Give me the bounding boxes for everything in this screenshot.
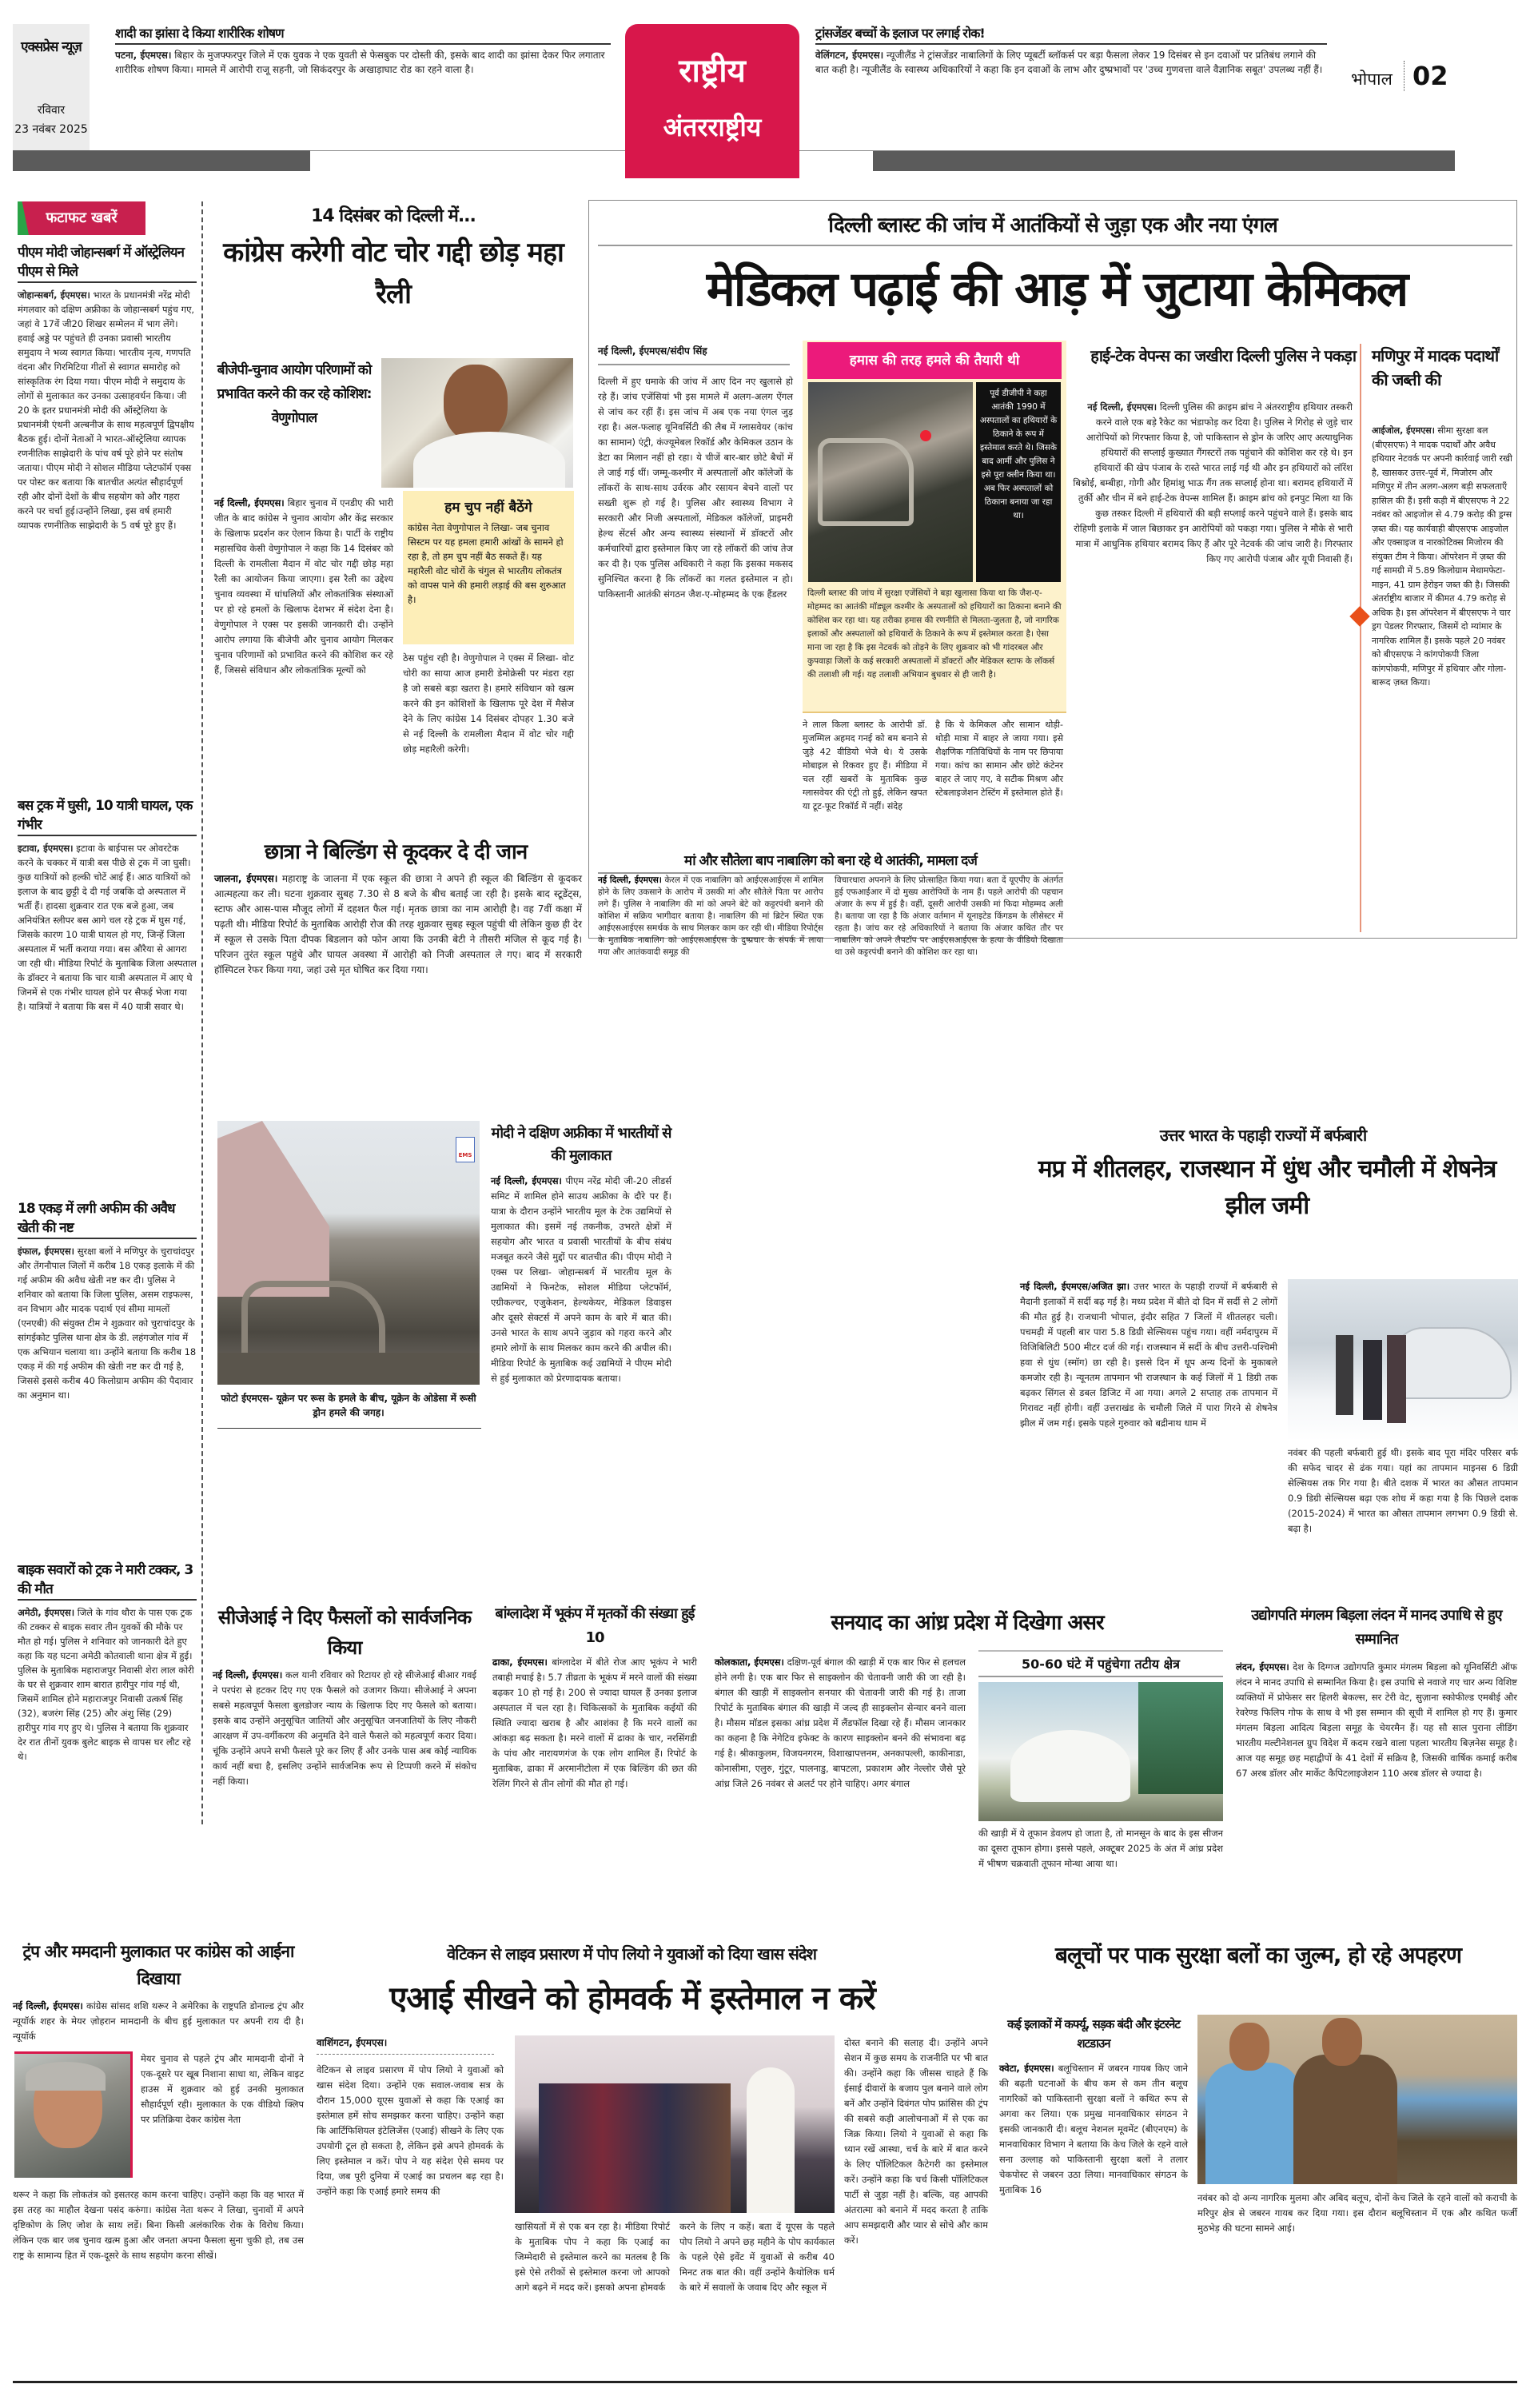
congress-body-2: ठेस पहुंच रही है। वेणुगोपाल ने एक्स में लिखा- वोट चोरी का साया आज हमारी डेमोक्रेसी पर मंडरा रहा है जो सबसे बड़ा खतरा है। हमारे संविधान को खत्म करने की इन कोशिशों के खिलाफ पूरे देश में मैसेज देने के लिए कांग्रेस 14 दिसंबर दोपहर 1.30 बजे से नई दिल्ली के रामलीला मैदान में वोट चोर गद्दी छोड़ महारैली करेगी।	[403, 652, 574, 755]
dateline: नई दिल्ली, ईएमएस।	[214, 497, 285, 508]
ems-logo: EMS	[456, 1137, 475, 1162]
blast-byline: नई दिल्ली, ईएमएस/संदीप सिंह	[598, 344, 790, 365]
person-face	[444, 365, 508, 441]
kicker-rule	[598, 245, 1512, 246]
bangladesh-headline: बांग्लादेश में भूकंप में मृतकों की संख्या हुई 10	[495, 1605, 695, 1646]
face-2	[1322, 2018, 1362, 2066]
pope-photo	[515, 2035, 835, 2213]
story-text: भारत के प्रधानमंत्री नरेंद्र मोदी मंगलवार को दक्षिण अफ्रीका के जोहान्सबर्ग पहुंच गए, जहां वे 17वें जी20 शिखर सम्मेलन में भाग लेंगे। हवाई अड्डे पर पहुंचते ही उनका प्रवासी भारतीय समुदाय ने भव्य स्वागत किया। भारतीय नृत्य, गणपति वंदना और गिरमिटिया गीतों से स्वागत समारोह को सांस्कृतिक रंग दिया गया। पीएम मोदी ने समुदाय के लोगों से मुलाकात कर उनका उत्साहवर्धन किया। जी 20 के इतर प्रधानमंत्री मोदी की ऑस्ट्रेलिया के प्रधानमंत्री एंथनी अल्बनीज के साथ महत्वपूर्ण द्विपक्षीय बैठक हुई। दोनों नेताओं ने भारत-ऑस्ट्रेलिया व्यापक रणनीतिक साझेदारी के पांच वर्ष पूरे होने पर संतोष जताया। पीएम मोदी ने सोशल मीडिया प्लेटफॉर्म एक्स पर पोस्ट कर बताया कि बातचीत अत्यंत सौहार्दपूर्ण रही और दोनों देशों के बीच सहयोग को और गहरा करने पर चर्चा हुई।उन्होंने लिखा, इस वर्ष हमारी व्यापक रणनीतिक साझेदारी के 5 वर्ष पूरे हुए हैं।	[18, 289, 195, 531]
birla-body	[1236, 1660, 1517, 1781]
dateline: नई दिल्ली, ईएमएस।	[491, 1175, 562, 1186]
story-headline: पीएम मोदी जोहान्सबर्ग में ऑस्ट्रेलियन पीएम से मिले	[18, 243, 197, 283]
snow-photo	[1288, 1279, 1518, 1441]
wave-splash	[1010, 1730, 1130, 1802]
cji-headline: सीजेआई ने दिए फैसलों को सार्वजनिक किया	[217, 1606, 472, 1659]
person-brown	[1293, 2055, 1397, 2184]
cyclone-subhead: 50-60 घंटे में पहुंचेगा तटीय क्षेत्र	[978, 1650, 1223, 1677]
dateline: इंफाल, ईएमएस।	[18, 1246, 75, 1257]
page-footer-rule	[13, 2381, 1517, 2383]
dateline: जोहान्सबर्ग, ईएमएस।	[18, 289, 90, 301]
issue-date: 23 नवंबर 2025	[14, 123, 88, 136]
weapons-text: दिल्ली पुलिस की क्राइम ब्रांच ने अंतरराष्ट्रीय हथियार तस्करी करने वाले एक बड़े रैकेट का भंडाफोड़ कर दिया है। पुलिस ने गिरोह से जुड़े चार आरोपियों को गिरफ्तार किया है, जो पाकिस्तान से ड्रोन के जरिए आए अत्याधुनिक हथियारों की सप्लाई कुख्यात गैंगस्टरों तक पहुंचाने की कोशिश कर रहे थे। इन हथियारों की खेप पंजाब के रास्ते भारत लाई गई थी और इन हथियारों को लॉरेंश बिश्नोई, बम्बीहा, गोगी और हिमांशु भाऊ गैंग तक सप्लाई होना था। बरामद हथियारों में तुर्की और चीन में बने हाई-टेक वेपन्स शामिल हैं। क्राइम ब्रांच को इनपुट मिला था कि कुछ तस्कर दिल्ली में हथियारों की बड़ी सप्लाई करने पहुंचने वाले हैं। इसके बाद रोहिणी इलाके में जाल बिछाकर इन आरोपियों को पकड़ा गया। पुलिस ने मौके से भारी मात्रा में आधुनिक हथियार बरामद किए हैं और पूरे नेटवर्क की जांच जारी है। गिरफ्तार किए गए आरोपी पंजाब और यूपी निवासी हैं।	[1073, 401, 1353, 564]
tharoor-headline: ट्रंप और ममदानी मुलाकात पर कांग्रेस को आईना दिखाया	[22, 1942, 294, 1988]
congress-body	[214, 496, 393, 678]
pope-kicker: वेटिकन से लाइव प्रसारण में पोप लियो ने युवाओं को दिया खास संदेश	[446, 1944, 817, 1963]
baloch-subhead: कई इलाकों में कर्फ्यू, सड़क बंदी और इंटरनेट शटडाउन	[1007, 2017, 1180, 2051]
tharoor-body-1	[13, 1999, 304, 2044]
cyclone-body	[715, 1655, 966, 1792]
caption-rule	[217, 1428, 481, 1429]
header-rule	[310, 150, 1455, 151]
palm-trees	[1138, 1682, 1223, 1794]
debris	[217, 1353, 480, 1385]
pope-headline: एआई सीखने को होमवर्क में इस्तेमाल न करें	[389, 1980, 875, 2017]
cold-kicker: उत्तर भारत के पहाड़ी राज्यों में बर्फबारी	[1159, 1126, 1367, 1145]
pope-body-4: दोस्त बनाने की सलाह दी। उन्होंने अपने सेशन में कुछ समय के राजनीति पर भी बात की। उन्होंने कहा कि जीसस चाहते हैं कि ईसाई दीवारों के बजाय पुल बनाने वाले लोग बनें और उन्होंने दिवंगत पोप फ्रांसिस की ट्रंप की सबसे कड़ी आलोचनाओं में से एक का जिक्र किया। लियो ने युवाओं से कहा कि ध्यान रखें आस्था, चर्च के बारे में बात करने के लिए पॉलिटिकल कैटेगरी का इस्तेमाल करें। उन्होंने कहा कि चर्च किसी पॉलिटिकल पार्टी से जुड़ा नहीं है। बल्कि, वह आपकी अंतरात्मा को बनाने में मदद करता है ताकि आप समझदारी और प्यार से सोचे और काम करें।	[844, 2037, 988, 2246]
person-blue	[1205, 2063, 1301, 2184]
dateline: जालना, ईएमएस।	[214, 873, 278, 884]
person-1	[1336, 1335, 1353, 1415]
minor-body-2: विचारधारा अपनाने के लिए प्रोत्साहित किया गया। बता दें यूएपीए के अंतर्गत हुई एफआईआर में दो मुख्य आरोपियों के नाम हैं। पहले आरोपी की पहचान अंजार के रूप में हुई है। वहीं, दूसरी आरोपी उसकी मां फिदा मोहम्मद अली है। बताया जा रहा है कि अंजार वर्तमान में यूनाइटेड किंगडम के लीसेस्टर में रहता है। जांच कर रहे अधिकारियों ने बताया कि अंजार कथित तौर पर नाबालिग को अपने लैपटॉप पर आईएसआईएस के हत्या के वीडियो दिखाता था उसे कट्टरपंथी बनाने की कोशिश कर रहा था।	[835, 875, 1063, 957]
dgp-quote-box: पूर्व डीजीपी ने कहा आतंकी 1990 में अस्पतालों का हथियारों के ठिकाने के रूप में इस्तेमाल करते थे। जिसके बाद आर्मी और पुलिस ने इसे पूरा क्लीन किया था। अब फिर अस्पतालों को ठिकाना बनाया जा रहा था।	[976, 382, 1061, 582]
student-body	[214, 871, 582, 978]
blast-body-2: ने लाल किला ब्लास्ट के आरोपी डॉ. मुजम्मिल अहमद गनई को बम बनाने से जुड़े 42 वीडियो भेजे थे। ये उसके मोबाइल से रिकवर हुए हैं। मीडिया में चल रहीं खबरों के मुताबिक कुछ ग्लासवेयर की एंट्री तो हुई, लेकिन खपत या टूट-फूट रिकॉर्ड में नहीं। संदेह	[803, 720, 927, 811]
tharoor-photo	[14, 2051, 133, 2178]
hamas-text: दिल्ली ब्लास्ट की जांच में सुरक्षा एजेंसियों ने बड़ा खुलासा किया था कि जैश-ए-मोहम्मद का आतंकी मॉड्यूल कश्मीर के अस्पतालों को हथियारों का ठिकाना बनाने की कोशिश कर रहा था। यह तरीका हमास की रणनीति से मिलता-जुलता है, जो नागरिक इलाकों और अस्पतालों को हथियारों के ठिकाने के रूप में इस्तेमाल करता है। ऐसा माना जा रहा है कि इस नेटवर्क को तोड़ने के लिए शुक्रवार को भी गांदरबल और कुपवाड़ा जिलों के कई सरकारी अस्पतालों में डॉक्टरों और मेडिकल स्टाफ के लॉकर्स की तलाशी ली गई। यह तलाशी अभियान बुधवार से ही जारी है।	[807, 588, 1062, 680]
cold-text: उत्तर भारत के पहाड़ी राज्यों में बर्फबारी से मैदानी इलाकों में सर्दी बढ़ गई है। मध्य प्रदेश में बीते दो दिन में सर्दी से 2 लोगों की मौत हुई है। राजधानी भोपाल, इंदौर सहित 7 जिलों में शीतलहर चली। पचमढ़ी में पहली बार पारा 5.8 डिग्री सेल्सियस पहुंच गया। वहीं नर्मदापुरम में विजिबिलिटी 500 मीटर दर्ज की गई। राजस्थान में सर्दी के बीच उत्तरी-पश्चिमी हवा से धुंध (स्मॉग) छा रही है। इससे दिन में धूप अन्य दिनों के मुकाबले कमजोर रही है। न्यूनतम तापमान भी राजस्थान के कई जिलों में 1 डिग्री तक बढ़कर सिंगल से डबल डिजिट में आ गया। अगले 2 सप्ताह तक तापमान में गिरावट नहीं होगी। वहीं उत्तराखंड के चमौली जिले में पारा गिरने से शेषनेत्र झील में जम गई। इसके पहले गुरुवार को बद्रीनाथ धाम में	[1020, 1281, 1278, 1429]
top-brief-1[interactable]	[115, 24, 611, 77]
dateline: कोलकाता, ईएमएस।	[715, 1656, 784, 1668]
manipur-body	[1372, 424, 1512, 690]
blast-headline: मेडिकल पढ़ाई की आड़ में जुटाया केमिकल	[706, 261, 1408, 317]
brand-name: एक्सप्रेस न्यूज़	[21, 39, 82, 55]
top-brief-2[interactable]	[815, 24, 1327, 77]
page-number: 02	[1404, 61, 1448, 91]
cold-body	[1020, 1279, 1277, 1431]
dateline: वेलिंगटन, ईएमएस।	[815, 50, 884, 61]
car-frame	[818, 438, 914, 526]
modi-sa-headline: मोदी ने दक्षिण अफ्रीका में भारतीयों से की मुलाकात	[491, 1125, 671, 1164]
dateline: ढाका, ईएमएस।	[492, 1656, 548, 1668]
minor-headline: मां और सौतेला बाप नाबालिग को बना रहे थे आतंकी, मामला दर्ज	[598, 851, 1063, 874]
story-headline: 18 एकड़ में लगी अफीम की अवैध खेती की नष्ट	[18, 1199, 197, 1239]
section-title-national: राष्ट्रीय	[679, 53, 746, 90]
dateline: इटावा, ईएमएस।	[18, 843, 74, 854]
modi-sa-text: पीएम नरेंद्र मोदी जी-20 लीडर्स समिट में शामिल होने साउथ अफ्रीका के दौरे पर हैं। यात्रा के दौरान उन्होंने भारतीय मूल के टेक उद्यमियों से मुलाकात की। इसमें नई तकनीक, उभरते क्षेत्रों में सहयोग और भारत व प्रवासी भारतीयों के बीच संबंध मजबूत करने जैसे मुद्दों पर बातचीत की। पीएम मोदी ने एक्स पर लिखा- जोहान्सबर्ग में भारतीय मूल के उद्यमियों ने फिनटेक, सोशल मीडिया प्लेटफॉर्म, एग्रीकल्चर, एजुकेशन, हेल्थकेयर, मेडिकल डिवाइस और दूसरे सेक्टर्स में अपने काम के बारे में बात की। उनसे भारत के साथ अपने जुड़ाव को गहरा करने और हमारे लोगों के साथ मिलकर काम करने की अपील की। मीडिया रिपोर्ट के मुताबिक कई उद्यमियों ने पीएम मोदी से हुई मुलाकात को प्रेरणादायक बताया।	[491, 1175, 672, 1384]
blast-body-1: दिल्ली में हुए धमाके की जांच में आए दिन नए खुलासे हो रहे हैं। जांच एजेंसियां भी इस मामले में अलग-अलग ऐंगल से जांच कर रहीं हैं। इस जांच में अब एक नया एंगल जुड़ रहा है। अल-फलाह यूनिवर्सिटी की लैब में ग्लासवेयर (कांच का सामान) एंट्री, कंज्यूमेबल रिकॉर्ड और केमिकल उठान के डेटा का मिलान नहीं हो रहा। ये चीजें बार-बार छोटे बैचों में ले जाई गई थीं। जम्मू-कश्मीर में अस्पतालों और कॉलेजों के लॉकरों के साथ-साथ उर्वरक और रसायन बेचने वालों पर सख्ती शुरू हो गई है। पुलिस और स्वास्थ्य विभाग ने सरकारी और निजी अस्पतालों, मेडिकल कॉलेजों, प्राइमरी हेल्थ सेंटर्स और अन्य स्वास्थ्य संस्थानों में डॉक्टरों और कर्मचारियों द्वारा इस्तेमाल किए जा रहे लॉकरों की जांच तेज कर दी है। एक पुलिस अधिकारी ने कहा कि इसका मकसद सुनिश्चित करना है कि लॉकरों का गलत इस्तेमाल न हो। पाकिस्तानी आतंकी संगठन जैश-ए-मोहम्मद के एक हैंडलर	[598, 376, 793, 600]
pope-body-2: खासियतों में से एक बन रहा है। मीडिया रिपोर्ट के मुताबिक पोप ने कहा कि एआई का जिम्मेदारी से इस्तेमाल करने का मतलब है कि इसे ऐसे तरीकों से इस्तेमाल करना जो आपको आगे बढ़ने में मदद करें। इसको अपना होमवर्क	[515, 2221, 670, 2293]
hamas-box-rule	[803, 712, 1066, 713]
minor-text: केरल में एक नाबालिग को आईएसआईएस में शामिल होने के लिए उकसाने के आरोप में उसकी मां और सौतेले पिता पर आरोप लगे हैं। पुलिस ने नाबालिग की मां को अपने बेटे को कट्टरपंथी बनाने की कोशिश में सक्रिय भागीदार बताया है। नाबालिग की मां ब्रिटेन स्थित एक आईएसआईएस समर्थक के साथ मिलकर काम कर रही थी। मीडिया रिपोर्ट्स के मुताबिक नाबालिग को आईएसआईएस के दुष्प्रचार के संपर्क में लाया गया और आतंकवादी समूह की	[598, 875, 824, 957]
fatafat-tag	[18, 201, 145, 235]
pope-body-3: करने के लिए न कहें। बता दें यूएस के पहले पोप लियो ने अपने छह महीने के पोप कार्यकाल के पहले ऐसे इवेंट में युवाओं से करीब 40 मिनट तक बात की। वहीं उन्होंने कैथोलिक धर्म के बारे में सवालों के जवाब दिए और स्कूल में	[679, 2221, 835, 2293]
congress-story[interactable]	[209, 203, 577, 315]
brief-text: बिहार के मुजफ्फरपुर जिले में एक युवक ने एक युवती से फेसबुक पर दोस्ती की, इसके बाद शादी का झांसा देकर फिर लगातार शारीरिक शोषण किया। मामले में आरोपी राजू सहनी, जो सिकंदरपुर के अखाड़ाघाट रोड का रहने वाला है।	[115, 50, 605, 75]
story-text: जिले के गांव थौरा के पास एक ट्रक की टक्कर से बाइक सवार तीन युवकों की मौके पर मौत हो गई। पुलिस ने शनिवार को जानकारी देते हुए कहा कि यह घटना अमेठी कोतवाली थाना क्षेत्र में हुई। पुलिस के मुताबिक महाराजपुर निवासी शेरा लाल कोरी के घर से शुक्रवार शाम बारात हारीपुर गांव गई थी, जिसमें शामिल होने महाराजपुर निवासी उत्कर्ष सिंह (32), बजरंग सिंह (25) और अंशु सिंह (29) हारीपुर गांव गए हुए थे। पुलिस ने बताया कि शुक्रवार देर रात तीनों युवक बुलेट बाइक से वापस घर लौट रहे थे।	[18, 1607, 194, 1762]
hamas-tag: हमास की तरह हमले की तैयारी थी	[807, 342, 1062, 379]
header-bar-left	[13, 150, 310, 171]
person-2	[1363, 1340, 1382, 1420]
weapons-headline: हाई-टेक वेपन्स का जखीरा दिल्ली पुलिस ने पकड़ा	[1090, 346, 1356, 365]
dateline: क्वेटा, ईएमएस।	[999, 2063, 1054, 2074]
dateline: आईजोल, ईएमएस।	[1372, 425, 1435, 436]
story-modi-australia[interactable]	[18, 243, 197, 532]
column-divider-orange	[1360, 344, 1361, 932]
brief-headline: ट्रांसजेंडर बच्चों के इलाज पर लगाई रोक!	[815, 24, 1327, 45]
story-headline: बाइक सवारों को ट्रक ने मारी टक्कर, 3 की मौत	[18, 1561, 197, 1601]
minor-body-1	[598, 875, 823, 959]
tharoor-text: कांग्रेस सांसद शशि थरूर ने अमेरिका के राष्ट्रपति डोनाल्ड ट्रंप और न्यूयॉर्क शहर के मेयर ज़ोहरान मामदानी के बीच हुई मुलाकात पर अपनी राय दी है। न्यूयॉर्क	[13, 2000, 305, 2042]
congress-text: बिहार चुनाव में एनडीए की भारी जीत के बाद कांग्रेस ने चुनाव आयोग और केंद्र सरकार के खिलाफ प्रदर्शन कर ऐलान किया है। पार्टी के राष्ट्रीय महासचिव केसी वेणुगोपाल ने कहा कि 14 दिसंबर को दिल्ली के रामलीला मैदान में वोट चोर गद्दी छोड़ महा रैली का आयोजन किया जाएगा। इस रैली का उद्देश्य चुनाव व्यवस्था में धांधलियों और लोकतांत्रिक संस्थाओं पर हो रहे हमलों के खिलाफ देशभर में संदेश देना है। वेणुगोपाल ने एक्स पर इसकी जानकारी दी। उन्होंने आरोप लगाया कि बीजेपी और चुनाव आयोग मिलकर चुनाव परिणामों को प्रभावित करने की कोशिश कर रहे हैं, जिससे संविधान और लोकतांत्रिक मूल्यों को	[214, 497, 394, 676]
student-text: महाराष्ट्र के जालना में एक स्कूल की छात्रा ने अपने ही स्कूल की बिल्डिंग से कूदकर आत्महत्या कर ली। घटना शुक्रवार सुबह 7.30 से 8 बजे के बीच बताई जा रही है। इसके बाद स्टूडेंट्स, स्टाफ और आस-पास मौजूद लोगों में दहशत फैल गई। मृतक छात्रा का नाम आरोही है। वह 7वीं कक्षा में पढ़ती थी। मीडिया रिपोर्ट के मुताबिक आरोही रोज की तरह शुक्रवार सुबह स्कूल पहुंची थी लेकिन कुछ ही देर में स्कूल से उसके पिता दीपक बिडलान को फोन आया कि उनकी बेटी ने तीसरी मंजिल से कूद गई है। परिजन तुरंत स्कूल पहुंचे और घायल अवस्था में आरोही को निजी अस्पताल ले गए। बाद में सरकारी हॉस्पिटल रेफर किया गया, जहां उसे मृत घोषित कर दिया गया।	[214, 873, 582, 975]
baloch-text: बलूचिस्तान में जबरन गायब किए जाने की बढ़ती घटनाओं के बीच कम से कम तीन बलूच नागरिकों को पाकिस्तानी सुरक्षा बलों ने कथित रूप से अगवा कर लिया। एक प्रमुख मानवाधिकार संगठन ने इसकी जानकारी दी। बलूच नेशनल मूवमेंट (बीएनएम) के मानवाधिकार विभाग ने बताया कि केच जिले के रहने वाले सना उल्लाह को पाकिस्तानी सुरक्षा बलों ने तलार चेकपोस्ट से जबरन उठा लिया। मानवाधिकार संगठन के मुताबिक 16	[999, 2063, 1188, 2195]
story-headline: बस ट्रक में घुसी, 10 यात्री घायल, एक गंभीर	[18, 796, 197, 836]
birla-headline: उद्योगपति मंगलम बिड़ला लंदन में मानद उपाधि से हुए सम्मानित	[1251, 1607, 1502, 1648]
person-shirt	[413, 432, 565, 488]
cji-body	[213, 1668, 476, 1789]
baloch-body-2: नवंबर को दो अन्य नागरिक मुलमा और अबिद बलूच, दोनों केच जिले के रहने वालों को कराची के मरिपुर क्षेत्र से जबरन गायब कर दिया गया। इस दौरान बलूचिस्तान में एक और कथित फर्जी मुठभेड़ की घटना सामने आई।	[1197, 2192, 1517, 2234]
pope-figure	[747, 2067, 795, 2213]
quote-box	[403, 491, 574, 644]
story-bike-accident[interactable]	[18, 1561, 197, 1764]
manipur-text: सीमा सुरक्षा बल (बीएसएफ) ने मादक पदार्थों और अवैध हथियार नेटवर्क पर अपनी कार्रवाई जारी रखी है, खासकर उत्तर-पूर्व में, मिजोरम और मणिपुर में तीन अलग-अलग बड़ी सफलताएँ हासिल की हैं। इसी कड़ी में बीएसएफ ने 22 नवंबर को आइजोल से 4.79 करोड़ की ड्रग्स ज़ब्त की। यह कार्यवाही बीएसएफ आइजोल और एक्साइज व नारकोटिक्स मिजोरम की संयुक्त टीम ने किया। ऑपरेशन में ज़ब्त की गई सामग्री में 5.89 किलोग्राम मेथामफेटा-माइन, 41 ग्राम हेरोइन जब्त की है। जिसकी अंतर्राष्ट्रीय बाजार में कीमत 4.79 करोड़ से अधिक है। इस ऑपरेशन में बीएसएफ ने चार ड्रग पेडलर गिरफ्तार, जिसमें दो म्यांमार के नागरिक शामिल हैं। इसके पहले 20 नवंबर को बीएसएफ ने कांगपोकपी जिला कांगपोकपी, मणिपुर में हथियार और गोला-बारूद ज़ब्त किया।	[1372, 425, 1512, 688]
pope-dateline: वाशिंगटन, ईएमएस।	[317, 2035, 494, 2055]
dateline: नई दिल्ली, ईएमएस।	[598, 875, 662, 885]
helmet	[920, 430, 931, 441]
story-text: सुरक्षा बलों ने मणिपुर के चुराचांदपुर और तेंगनौपाल जिलों में करीब 18 एकड़ इलाके में की गई अफीम की अवैध खेती नष्ट कर दी। पुलिस ने शनिवार को बताया कि जिला पुलिस, असम राइफल्स, वन विभाग और मादक पदार्थ एवं सीमा मामलों (एनएबी) की संयुक्त टीम ने शुक्रवार को चुराचांदपुर के सांगईकोट पुलिस थाना क्षेत्र के डी. लहंगजोल गांव में एक अभियान चलाया था। उन्होंने बताया कि करीब 18 एकड़ में की गई अफीम की खेती नष्ट कर दी गई है, जिससे इससे करीब 40 किलोग्राम अफीम की पैदावार का अनुमान था।	[18, 1246, 197, 1401]
cold-headline: मप्र में शीतलहर, राजस्थान में धुंध और चमौली में शेषनेत्र झील जमी	[1038, 1155, 1496, 1220]
dateline: लंदन, ईएमएस।	[1236, 1661, 1289, 1672]
weapons-body	[1071, 400, 1353, 567]
venugopal-photo	[381, 358, 573, 488]
ukraine-photo	[217, 1121, 480, 1385]
ruined-building	[217, 1121, 329, 1297]
student-headline: छात्रा ने बिल्डिंग से कूदकर दे दी जान	[264, 840, 528, 864]
header-bar-right	[873, 150, 1455, 171]
story-bus-accident[interactable]	[18, 796, 197, 1014]
section-title-box	[625, 24, 799, 178]
edition-city: भोपाल	[1351, 70, 1393, 89]
cyclone-text: दक्षिण-पूर्व बंगाल की खाड़ी में एक बार फिर से हलचल होने लगी है। एक बार फिर से साइक्लोन की चेतावनी जारी की जा रही है। बंगाल की खाड़ी में साइक्लोन सनयार की चेतावनी जारी की गई है। ताजा रिपोर्ट के मुताबिक बंगाल की खाड़ी में जल्द ही साइक्लोन सेन्यार बनने वाला है। मौसम मॉडल इसका आंध्र प्रदेश में लैंडफॉल दिखा रहे हैं। मौसम जानकार का कहना है कि नेगेटिव इफेक्ट के कारण साइक्लोन बनने की संभावना बढ़ गई है। श्रीकाकुलम, विजयनगरम, विशाखापत्तनम, अनकापल्ली, काकीनाडा, कोनासीमा, एलुरु, गुंटूर, पालनाडु, बापटला, प्रकाशम और नेल्लोर जैसे पूरे आंध्र जिले 26 नवंबर से अलर्ट पर होने चाहिए। अगर बंगाल	[715, 1656, 966, 1789]
bangladesh-body	[492, 1655, 697, 1792]
baloch-headline: बलूचों पर पाक सुरक्षा बलों का जुल्म, हो रहे अपहरण	[1054, 1942, 1462, 1968]
person-hair	[26, 2062, 106, 2091]
fatafat-label: फटाफट खबरें	[46, 209, 118, 226]
cyclone-body-2: की खाड़ी में ये तूफान डेवलप हो जाता है, तो मानसून के बाद के इस सीजन का दूसरा तूफान होगा। इससे पहले, अक्टूबर 2025 के अंत में आंध्र प्रदेश में भीषण चक्रवाती तूफान मोन्था आया था।	[978, 1828, 1223, 1869]
column-divider	[201, 201, 203, 1824]
baloch-body	[999, 2061, 1188, 2198]
congress-headline: कांग्रेस करेगी वोट चोर गद्दी छोड़ महा रैली	[223, 237, 564, 310]
person-3	[1387, 1335, 1406, 1423]
congress-kicker: 14 दिसंबर को दिल्ली में...	[311, 206, 476, 226]
story-opium[interactable]	[18, 1199, 197, 1402]
dateline: पटना, ईएमएस।	[115, 50, 172, 61]
cold-body-2: नवंबर की पहली बर्फबारी हुई थी। इसके बाद पूरा मंदिर परिसर बर्फ की सफेद चादर से ढंक गया। यहां का तापमान माइनस 6 डिग्री सेल्सियस तक गिर गया है। बीते दशक में भारत का औसत तापमान 0.9 डिग्री सेल्सियस बढ़ा एक शोध में कहा गया है कि पिछले दशक (2015-2024) में भारत का औसत तापमान लगभग 0.9 डिग्री से. बढ़ा है।	[1288, 1447, 1518, 1534]
brief-text: न्यूजीलैंड ने ट्रांसजेंडर नाबालिगों के लिए प्यूबर्टी ब्लॉकर्स पर बड़ा फैसला लेकर 19 दिसंबर से इन दवाओं पर प्रतिबंध लगाने की बात कही है। न्यूजीलैंड के स्वास्थ्य अधिकारियों ने कहा कि इन दवाओं के लाभ और दुष्प्रभावों पर 'उच्च गुणवत्ता वाले वैज्ञानिक सबूत' उपलब्ध नहीं हैं।	[815, 50, 1323, 75]
brief-headline: शादी का झांसा दे किया शारीरिक शोषण	[115, 24, 611, 45]
dateline: नई दिल्ली, ईएमएस।	[213, 1669, 283, 1680]
dateline: नई दिल्ली, ईएमएस।	[13, 2000, 83, 2011]
tharoor-body-2: मेयर चुनाव से पहले ट्रंप और मामदानी दोनों ने एक-दूसरे पर खूब निशाना साधा था, लेकिन वाइट हाउस में शुक्रवार को हुई उनकी मुलाकात सौहार्दपूर्ण रही। मुलाकात के एक वीडियो क्लिप पर प्रतिक्रिया देकर कांग्रेस नेता	[141, 2053, 304, 2125]
birla-text: देश के दिग्गज उद्योगपति कुमार मंगलम बिड़ला को यूनिवर्सिटी ऑफ लंदन ने मानद उपाधि से सम्मानित किया है। इस उपाधि से नवाजे गए चार अन्य विशिष्ट व्यक्तियों में प्रोफेसर सर हिलरी बेकल्स, सर टेरी वेट, सुज़ाना स्कोफील्ड एमबीई और रेवरेण्ड फिलिप गोफ के साथ वे भी इस सम्मान की सूची में शामिल हो गए हैं। कुमार मंगलम बिड़ला आदित्य बिड़ला समूह के चेयरमैन हैं। यह सौ साल पुराना लीडिंग भारतीय मल्टीनेशनल ग्रुप विदेश में कदम रखने वाला पहला भारतीय बिज़नेस समूह है। आज यह समूह छह महाद्वीपों के 41 देशों में सक्रिय है, जिसकी वार्षिक कमाई करीब 67 अरब डॉलर और मार्केट कैपिटलाइजेशन 110 अरब डॉलर से ज्यादा है।	[1236, 1661, 1518, 1779]
crowd	[539, 2083, 731, 2213]
tharoor-body-3: थरूर ने कहा कि लोकतंत्र को इसतरह काम करना चाहिए। उन्होंने कहा कि वह भारत में इस तरह का माहौल देखना पसंद करुंगा। कांग्रेस नेता थरूर ने लिखा, चुनावों में अपने दृष्टिकोण के लिए जोश के साथ लड़ें। बिना किसी अलंकारिक रोक के विरोध किया। लेकिन एक बार जब चुनाव खत्म हुआ और जनता अपना फैसला सुना चुकी हो, तब उस राष्ट्र के सामान्य हित में एक-दूसरे के साथ सहयोग करना सीखें।	[13, 2189, 304, 2261]
baloch-photo	[1197, 2015, 1517, 2184]
dateline: अमेठी, ईएमएस।	[18, 1607, 75, 1618]
modi-sa-body	[491, 1174, 671, 1386]
story-text: इटावा के बाईपास पर ओवरटेक करने के चक्कर में यात्री बस पीछे से ट्रक में जा घुसी। कुछ यात्रियों को हल्की चोटें आई हैं। आठ यात्रियों को इलाज के बाद छुट्टी दे दी गई जबकि दो अस्पताल में भर्ती हैं। हादसा शुक्रवार रात एक बजे हुआ, जब अनियंत्रित स्लीपर बस आगे चल रहे ट्रक में घुस गई, जिसके कारण 10 यात्री घायल हो गए, जिन्हें जिला अस्पताल में भर्ती कराया गया। बस औरैया से आगरा जा रही थी। मीडिया रिपोर्ट के मुताबिक जिला अस्पताल के डॉक्टर ने बताया कि चार यात्री अस्पताल में आए थे जिनमें से एक गंभीर घायल होने पर सैफई भेजा गया है। यात्रियों ने बताया कि बस में 40 यात्री सवार थे।	[18, 843, 197, 1012]
cji-text: कल यानी रविवार को रिटायर हो रहे सीजेआई बीआर गवई ने परपंरा से हटकर दिए गए एक फैसले को उजागर किया। सीजेआई ने अपना सबसे महत्वपूर्ण फैसला बुलडोजर न्याय के खिलाफ दिए गए फैसले को बताया। इसके बाद उन्होंने अनुसूचित जातियों और अनुसूचित जनजातियों के लिए नौकरी आरक्षण में उप-वर्गीकरण की अनुमति देने वाले फैसले को महत्वपूर्ण करार दिया। चूंकि उन्होंने अपने सभी फैसले पूरे कर लिए हैं और उनके पास अब कोई न्यायिक कार्य नहीं बचा है, इसलिए उन्होंने सार्वजनिक रूप से टिप्पणी करने में संकोच नहीं किया।	[213, 1669, 477, 1787]
dateline: नई दिल्ली, ईएमएस/अजित झा।	[1020, 1281, 1130, 1292]
section-title-international: अंतरराष्ट्रीय	[663, 112, 762, 142]
cyclone-headline: सनयाद का आंध्र प्रदेश में दिखेगा असर	[831, 1611, 1104, 1635]
blast-kicker: दिल्ली ब्लास्ट की जांच में आतंकियों से जुड़ा एक और नया एंगल	[828, 213, 1277, 237]
face-1	[1229, 2023, 1269, 2071]
blast-body-3: है कि ये केमिकल और सामान थोड़ी-थोड़ी मात्रा में बाहर ले जाया गया। इसे शैक्षणिक गतिविधियों के नाम पर छिपाया गया। कांच का सामान और छोटे कंटेनर बाहर ले जाए गए, वे सटीक मिश्रण और स्टेबलाइजेशन टेस्टिंग में इस्तेमाल होते हैं।	[935, 720, 1063, 798]
weekday: रविवार	[37, 104, 66, 117]
pope-body-1: वेटिकन से लाइव प्रसारण में पोप लियो ने युवाओं को खास संदेश दिया। उन्होंने एक सवाल-जवाब सत्र के दौरान 15,000 यूएस युवाओं से कहा कि एआई का इस्तेमाल हमें सोच समझकर करना चाहिए। उन्होंने कहा कि आर्टिफिशियल इंटेलिजेंस (एआई) सीखने के लिए एक उपयोगी टूल हो सकता है, लेकिन इसे अपने होमवर्क के लिए इस्तेमाल न करें। पोप ने यह संदेश ऐसे समय पर दिया, जब पूरी दुनिया में एआई का प्रचलन बढ़ रहा है। उन्होंने कहा कि एआई हमारे समय की	[317, 2064, 504, 2197]
bangladesh-text: बांग्लादेश में बीते रोज आए भूकंप ने भारी तबाही मचाई है। 5.7 तीव्रता के भूकंप में मरने वालों की संख्या बढ़कर 10 हो गई है। 200 से ज्यादा घायल हैं उनका इलाज अस्पताल में चल रहा है। चिकित्सकों के मुताबिक कईयों की स्थिति ज्यादा खराब है और आशंका है कि मरने वालों का आंकड़ा बढ़ सकता है। मरने वालों में ढाका के चार, नरसिंगडी के पांच और नारायणगंज के एक लोग शामिल हैं। रिपोर्ट के मुताबिक, ढाका में अरमानीटोला में एक बिल्डिंग की छत की रेलिंग गिरने से तीन लोगों की मौत हो गई।	[492, 1656, 698, 1789]
cyclone-photo	[978, 1682, 1223, 1821]
dateline: नई दिल्ली, ईएमएस।	[1087, 401, 1157, 413]
quote-text: कांग्रेस नेता वेणुगोपाल ने लिखा- जब चुनाव सिस्टम पर यह हमला हमारी आंखों के सामने हो रहा है, तो हम चुप नहीं बैठ सकते हैं। यह महारैली वोट चोरों के चंगुल से भारतीय लोकतंत्र को वापस पाने की हमारी लड़ाई की बस शुरुआत है।	[408, 522, 566, 605]
snow-car	[1392, 1327, 1512, 1399]
congress-subhead: बीजेपी-चुनाव आयोग परिणामों को प्रभावित करने की कर रहे कोशिश: वेणुगोपाल	[217, 362, 372, 426]
quote-title: हम चुप नहीं बैठेंगे	[444, 500, 532, 516]
manipur-headline: मणिपुर में मादक पदार्थों की जब्ती की	[1372, 346, 1499, 389]
ukraine-caption: फोटो ईएमएस- यूक्रेन पर रूस के हमले के बीच, यूक्रेन के ओडेसा में रूसी ड्रोन हमले की जगह।	[217, 1389, 480, 1421]
burnt-car-photo	[808, 382, 973, 582]
